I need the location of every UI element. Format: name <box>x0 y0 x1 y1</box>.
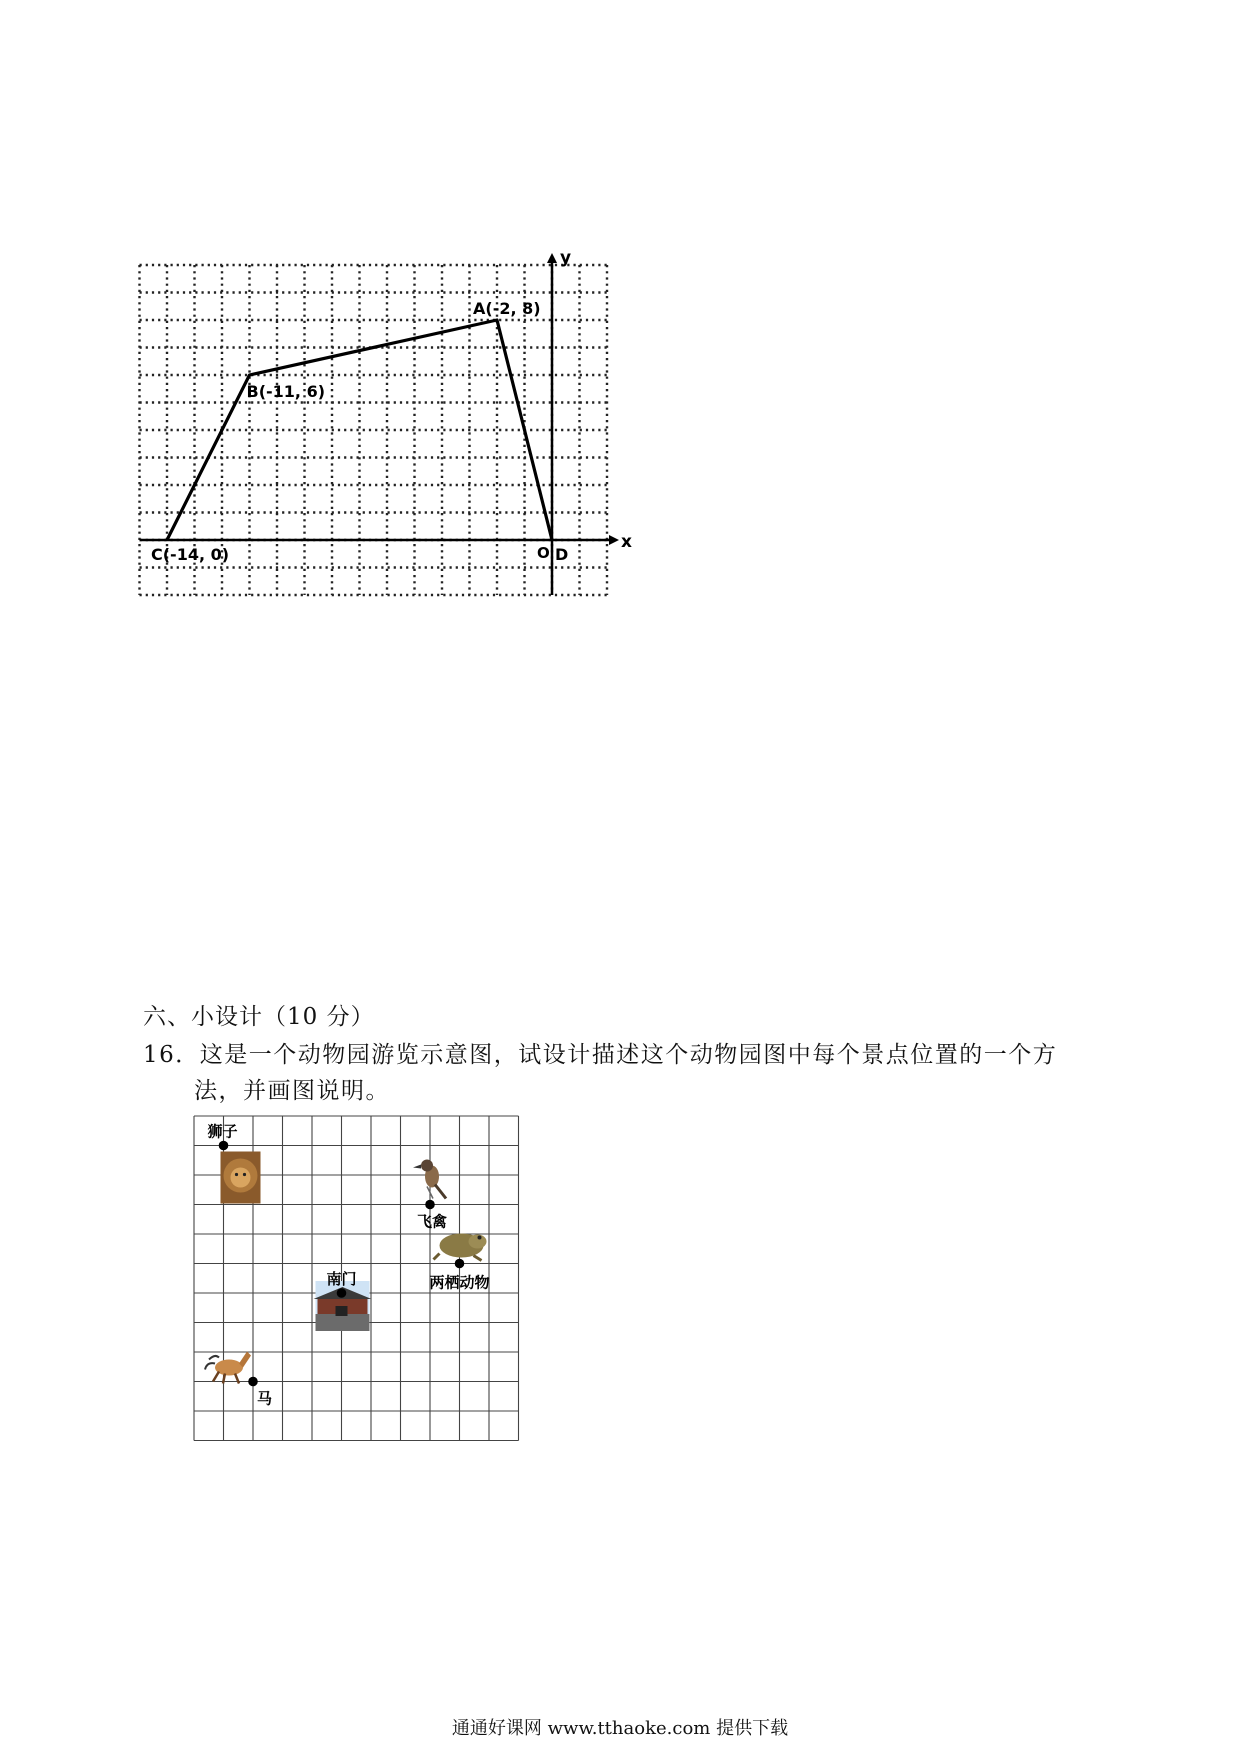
origin-label: O <box>537 544 550 562</box>
location-dot <box>219 1141 229 1151</box>
x-axis-arrow <box>609 535 619 545</box>
location-dot <box>455 1259 465 1269</box>
question-text-line2: 法，并画图说明。 <box>194 1078 390 1104</box>
question-text-line1: 16．这是一个动物园游览示意图，试设计描述这个动物园图中每个景点位置的一个方 <box>143 1042 1058 1068</box>
coordinate-graph <box>140 248 632 598</box>
location-label: 南门 <box>326 1270 357 1288</box>
bird-icon <box>413 1160 446 1199</box>
point-labels <box>151 299 568 564</box>
horse-icon <box>205 1352 251 1384</box>
frog-icon <box>434 1234 487 1261</box>
axes <box>140 248 633 595</box>
point-label-a: A(-2, 8) <box>473 299 541 318</box>
y-axis-label: y <box>560 248 572 268</box>
point-label-b: B(-11, 6) <box>246 382 326 401</box>
zoo-map <box>192 1114 530 1452</box>
section-title: 六、小设计（10 分） <box>143 1004 375 1030</box>
location-label: 狮子 <box>207 1122 238 1141</box>
location-label: 马 <box>257 1389 273 1408</box>
location-label: 两栖动物 <box>429 1273 490 1292</box>
point-label-c: C(-14, 0) <box>151 545 230 564</box>
location-dot <box>248 1377 258 1387</box>
x-axis-label: x <box>621 532 632 552</box>
zoo-icons <box>205 1152 487 1384</box>
location-dot <box>425 1200 435 1210</box>
point-label-d: D <box>555 545 569 564</box>
lion-icon <box>221 1152 261 1204</box>
footer: 通通好课网 www.tthaoke.com 提供下载 <box>451 1718 789 1739</box>
y-axis-arrow <box>547 253 557 263</box>
location-label: 飞禽 <box>417 1212 448 1231</box>
location-dot <box>337 1288 347 1298</box>
